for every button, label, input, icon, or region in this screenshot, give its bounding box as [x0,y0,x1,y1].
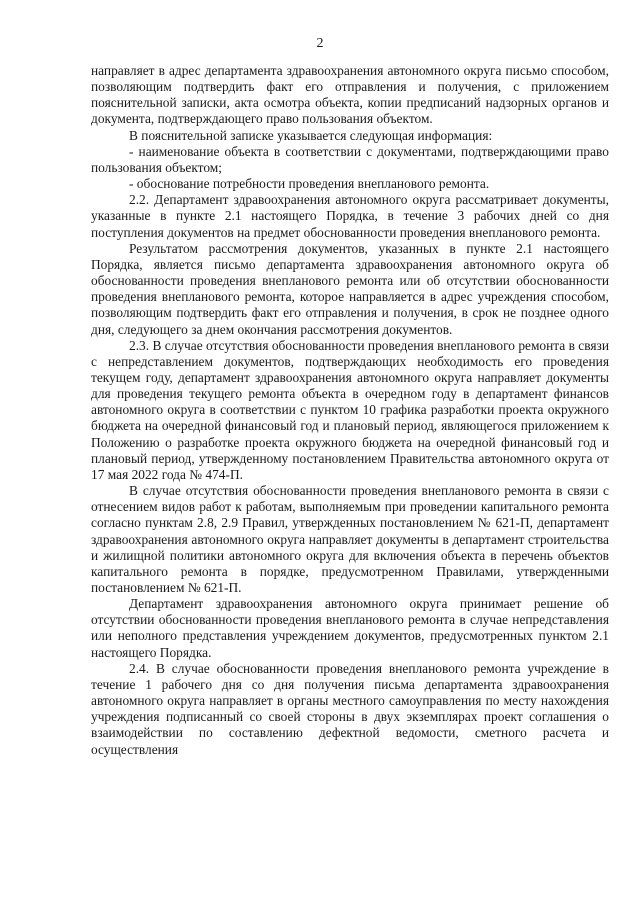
paragraph: Результатом рассмотрения документов, указанных в пункте 2.1 настоящего Порядка, является письмо департамента здравоохранения автономного округа об обоснованности проведения внепланового ремонта или об отсутствии обоснованности проведения внепланового ремонта, которое направляется в адрес учреждения способом, позволяющим подтвердить факт его отправления и получения, в срок не позднее одного дня, следующего за днем окончания рассмотрения документов. [91,240,609,337]
paragraph: направляет в адрес департамента здравоохранения автономного округа письмо способом, позволяющим подтвердить факт его отправления и получения, с приложением пояснительной записки, акта осмотра объекта, копии предписаний надзорных органов и документа, подтверждающего право пользования объектом. [91,63,609,127]
list-item: - наименование объекта в соответствии с документами, подтверждающими право пользования объектом; [91,143,609,175]
paragraph: 2.4. В случае обоснованности проведения внепланового ремонта учреждение в течение 1 рабочего дня со дня получения письма департамента здравоохранения автономного округа направляет в органы местного самоуправления по месту нахождения учреждения подписанный со своей стороны в двух экземплярах проект соглашения о взаимодействии по составлению дефектной ведомости, сметного расчета и осуществления [91,660,609,757]
document-body [91,63,609,758]
paragraph: В случае отсутствия обоснованности проведения внепланового ремонта в связи с отнесением видов работ к работам, выполняемым при проведении капитального ремонта согласно пунктам 2.8, 2.9 Правил, утвержденных постановлением № 621-П, департамент здравоохранения автономного округа направляет документы в департамент строительства и жилищной политики автономного округа для включения объекта в перечень объектов капитального ремонта в порядке, предусмотренном Правилами, утвержденными постановлением № 621-П. [91,483,609,595]
paragraph: 2.3. В случае отсутствия обоснованности проведения внепланового ремонта в связи с непредставлением документов, подтверждающих необходимость его проведения текущем году, департамент здравоохранения автономного округа направляет документы для проведения текущего ремонта объекта в очередном году в департамент финансов автономного округа в соответствии с пунктом 10 графика разработки проекта окружного бюджета на очередной финансовый год и плановый период, являющегося приложением к Положению о разработке проекта окружного бюджета на очередной финансовый год и плановый период, утвержденному постановлением Правительства автономного округа от 17 мая 2022 года № 474-П. [91,337,609,482]
page-number: 2 [316,36,324,51]
list-item: - обоснование потребности проведения внепланового ремонта. [129,176,490,192]
paragraph: Департамент здравоохранения автономного округа принимает решение об отсутствии обоснованности проведения внепланового ремонта в случае непредставления или неполного представления учреждением документов, предусмотренных пунктом 2.1 настоящего Порядка. [91,596,609,660]
paragraph: 2.2. Департамент здравоохранения автономного округа рассматривает документы, указанные в пункте 2.1 настоящего Порядка, в течение 3 рабочих дней со дня поступления документов на предмет обоснованности проведения внепланового ремонта. [91,192,609,240]
paragraph: В пояснительной записке указывается следующая информация: [129,127,493,143]
